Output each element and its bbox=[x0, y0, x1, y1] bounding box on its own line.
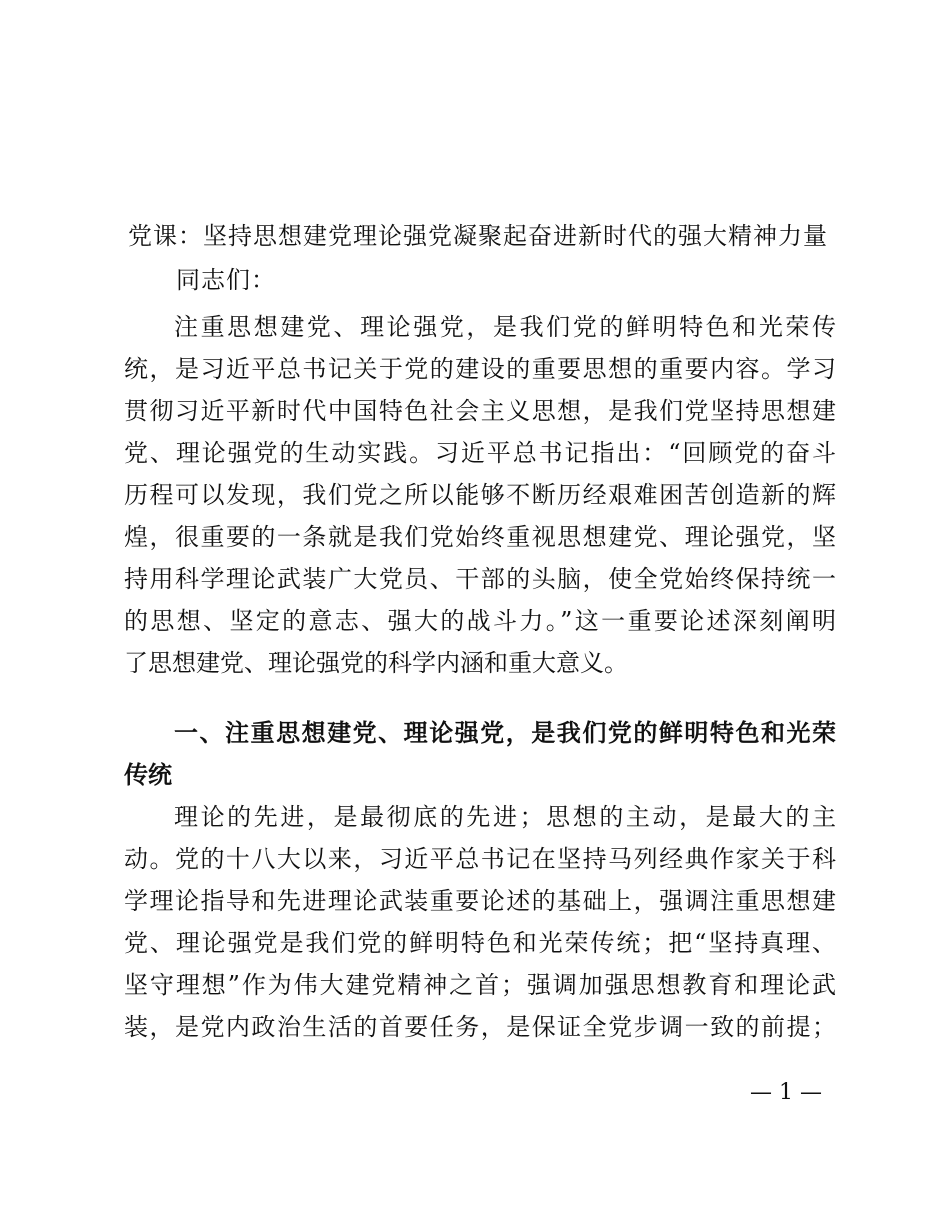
section-heading: 传统 bbox=[124, 761, 172, 789]
document-title: 党课：坚持思想建党理论强党凝聚起奋进新时代的强大精神力量 bbox=[128, 222, 828, 250]
section-heading: 一、注重思想建党、理论强党，是我们党的鲜明特色和光荣 bbox=[174, 719, 836, 747]
paragraph-line: 了思想建党、理论强党的科学内涵和重大意义。 bbox=[124, 649, 628, 677]
paragraph-line: 历程可以发现，我们党之所以能够不断历经艰难困苦创造新的辉 bbox=[124, 481, 836, 509]
paragraph-line: 注重思想建党、理论强党，是我们党的鲜明特色和光荣传 bbox=[174, 313, 836, 341]
paragraph-line: 持用科学理论武装广大党员、干部的头脑，使全党始终保持统一 bbox=[124, 565, 836, 593]
paragraph-line: 坚守理想”作为伟大建党精神之首；强调加强思想教育和理论武 bbox=[124, 971, 836, 999]
paragraph-line: 煌，很重要的一条就是我们党始终重视思想建党、理论强党，坚 bbox=[124, 523, 836, 551]
paragraph-line: 统，是习近平总书记关于党的建设的重要思想的重要内容。学习 bbox=[124, 355, 836, 383]
paragraph-line: 的思想、坚定的意志、强大的战斗力。”这一重要论述深刻阐明 bbox=[124, 607, 836, 635]
paragraph-line: 党、理论强党的生动实践。习近平总书记指出：“回顾党的奋斗 bbox=[124, 439, 836, 467]
paragraph-line: 动。党的十八大以来，习近平总书记在坚持马列经典作家关于科 bbox=[124, 845, 836, 873]
paragraph-line: 学理论指导和先进理论武装重要论述的基础上，强调注重思想建 bbox=[124, 887, 836, 915]
paragraph-line: 装，是党内政治生活的首要任务，是保证全党步调一致的前提； bbox=[124, 1013, 836, 1041]
greeting: 同志们： bbox=[176, 266, 276, 294]
page-number: — 1 — bbox=[750, 1080, 822, 1105]
paragraph-line: 贯彻习近平新时代中国特色社会主义思想，是我们党坚持思想建 bbox=[124, 397, 836, 425]
paragraph-line: 理论的先进，是最彻底的先进；思想的主动，是最大的主 bbox=[174, 803, 836, 831]
paragraph-line: 党、理论强党是我们党的鲜明特色和光荣传统；把“坚持真理、 bbox=[124, 929, 836, 957]
